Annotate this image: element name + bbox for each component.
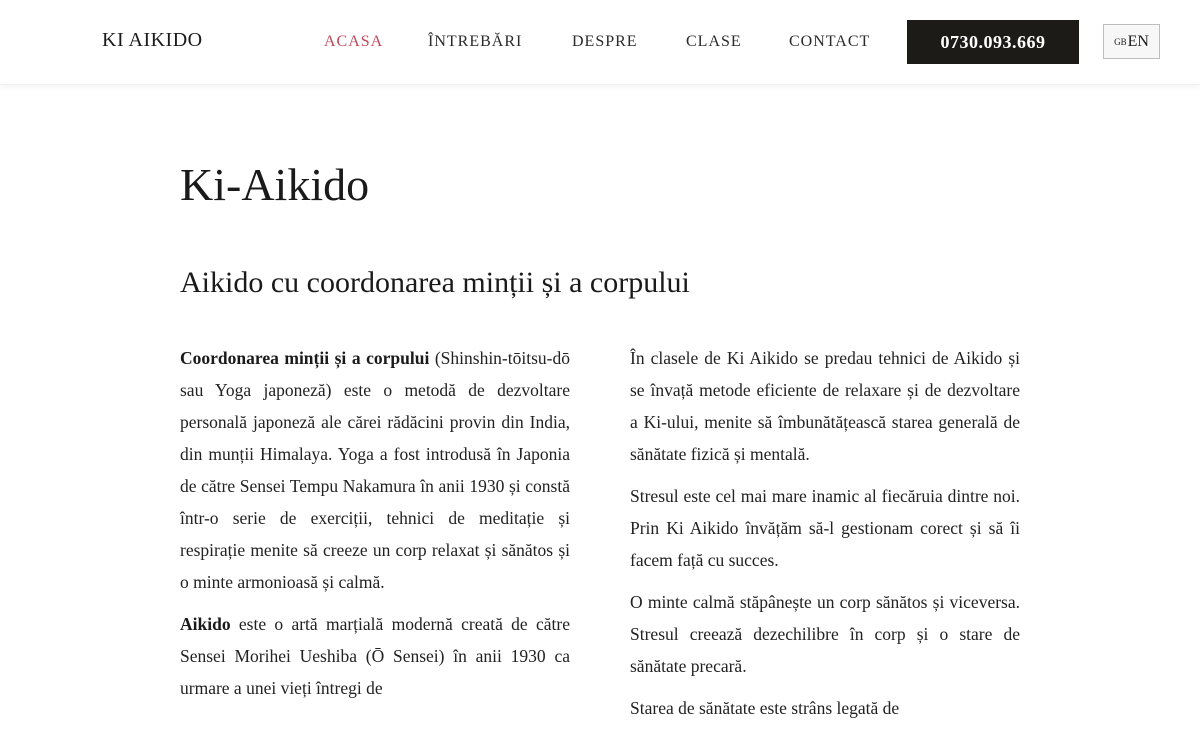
paragraph-text: O minte calmă stăpânește un corp sănătos și viceversa. Stresul creează dezechilibre în corp și o stare de sănătate precară.	[630, 592, 1020, 676]
paragraph-bold-lead: Coordonarea minții și a corpului	[180, 348, 430, 368]
content-column-left	[180, 342, 570, 714]
content-column-right	[630, 342, 1020, 734]
paragraph	[180, 608, 570, 704]
paragraph-text: (Shinshin-tōitsu-dō sau Yoga japoneză) este o metodă de dezvoltare personală japoneză ale cărei rădăcini provin din India, din munții Himalaya. Yoga a fost introdusă în Japonia de către Sensei Tempu Nakamura în anii 1930 și constă într-o serie de exerciții, tehnici de meditație și respirație menite să creeze un corp relaxat și sănătos și o minte armonioasă și calmă.	[180, 348, 570, 592]
paragraph-text: În clasele de Ki Aikido se predau tehnici de Aikido și se învață metode eficiente de relaxare și de dezvoltare a Ki-ului, menite să îmbunătățească starea generală de sănătate fizică și mentală.	[630, 348, 1020, 464]
paragraph	[630, 480, 1020, 576]
site-logo[interactable]: KI AIKIDO	[102, 29, 203, 51]
paragraph-bold-lead: Aikido	[180, 614, 231, 634]
page-title: Ki-Aikido	[180, 159, 370, 210]
paragraph-text: Stresul este cel mai mare inamic al fiecăruia dintre noi. Prin Ki Aikido învățăm să-l gestionam corect și să îi facem față cu succes.	[630, 486, 1020, 570]
paragraph	[630, 586, 1020, 682]
nav-item-contact[interactable]: CONTACT	[789, 33, 871, 50]
paragraph	[630, 692, 1020, 724]
nav-item-clase[interactable]: CLASE	[686, 33, 742, 50]
nav-item-acasa[interactable]: ACASA	[324, 33, 384, 50]
phone-button[interactable]: 0730.093.669	[907, 20, 1079, 64]
site-header	[0, 0, 1200, 85]
paragraph-text: este o artă marțială modernă creată de către Sensei Morihei Ueshiba (Ō Sensei) în anii 1930 ca urmare a unei vieți întregi de	[180, 614, 570, 698]
page-subtitle: Aikido cu coordonarea minții și a corpului	[180, 266, 690, 299]
nav-item-despre[interactable]: DESPRE	[572, 33, 638, 50]
gb-flag-icon: GB	[1114, 36, 1127, 47]
nav-item-intrebari[interactable]: ÎNTREBĂRI	[428, 33, 523, 50]
language-label: EN	[1127, 32, 1149, 50]
paragraph	[630, 342, 1020, 470]
paragraph-text: Starea de sănătate este strâns legată de	[630, 698, 900, 718]
paragraph	[180, 342, 570, 598]
language-switch-button[interactable]	[1103, 24, 1160, 59]
